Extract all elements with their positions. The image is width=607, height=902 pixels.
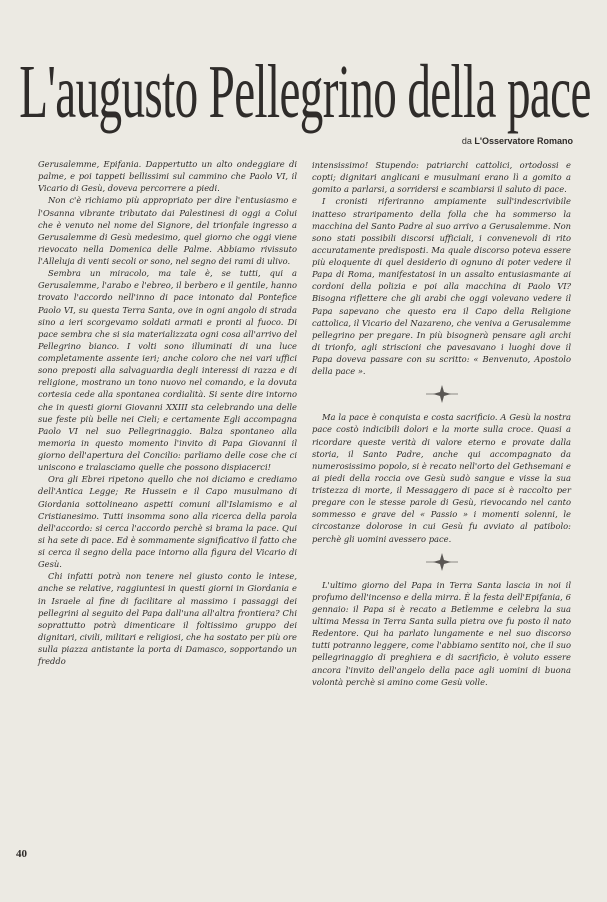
paragraph: intensissimo! Stupendo: patriarchi cattolici, ortodossi e copti; dignitari anglicani e musulmani erano lì a gomito a gomito a parlarsi, a sorridersi e scambiarsi il saluto di pace. xyxy=(312,160,571,195)
source-name: L'Osservatore Romano xyxy=(474,136,573,146)
paragraph: Non c'è richiamo più appropriato per dire l'entusiasmo e l'Osanna vibrante tributato dai Palestinesi di oggi a Colui che è venuto nel nome del Signore, del trionfale ingresso a Gerusalemme di Gesù medesimo, quel giorno che oggi viene rievocato nella Domenica delle Palme. Abbiamo rivissuto l'Alleluja di venti secoli or sono, nel segno dei rami di ulivo. xyxy=(38,195,297,266)
paragraph: I cronisti riferiranno ampiamente sull'indescrivibile inatteso straripamento della folla che ha sommerso la macchina del Santo Padre al suo arrivo a Gerusalemme. Non sono stati possibili discorsi ufficiali, i convenevoli di rito accuratamente predisposti. Ma quale discorso poteva essere più eloquente di quel desiderio di ognuno di poter vedere il Papa di Roma, manifestatosi in un assalto entusiasmante ai cordoni della polizia e poi alla macchina di Paolo VI? Bisogna riflettere che gli arabi che oggi volevano vedere il Papa sapevano che questo era il Capo della Religione cattolica, il Vicario del Nazareno, che veniva a Gerusalemme pellegrino per pregare. In più bisognerà pensare agli archi di trionfo, agli striscioni che pavesavano i luoghi dove il Papa doveva passare con su scritto: « Benvenuto, Apostolo della pace ». xyxy=(312,196,571,377)
source-prefix: da xyxy=(461,136,475,146)
article-title: L'augusto Pellegrino della pace xyxy=(19,50,591,134)
section-separator xyxy=(312,545,571,579)
left-column xyxy=(38,158,297,667)
page-number: 40 xyxy=(16,848,27,860)
paragraph: Ma la pace è conquista e costa sacrificio. A Gesù la nostra pace costò indicibili dolori e la morte sulla croce. Quasi a ricordare queste verità di valore eterno e provate dalla storia, il Santo Padre, anche qui accompagnato da numerosissimo popolo, si è recato nell'orto del Gethsemani e ai piedi della roccia ove Gesù sudò sangue e visse la sua tristezza di morte, il Messaggero di pace si è raccolto per pregare con le stesse parole di Gesù, rievocando nel canto sommesso e grave del « Passio » i momenti solenni, le circostanze dolorose in cui Gesù fu avviato al patibolo: perchè gli uomini avessero pace. xyxy=(312,412,571,544)
four-point-star-ornament-icon xyxy=(425,552,459,572)
right-column xyxy=(312,159,571,688)
section-separator xyxy=(312,377,571,411)
four-point-star-ornament-icon xyxy=(425,384,459,404)
paragraph: L'ultimo giorno del Papa in Terra Santa lascia in noi il profumo dell'incenso e della mirra. È la festa dell'Epifania, 6 gennaio: il Papa si è recato a Betlemme e celebra la sua ultima Messa in Terra Santa sulla pietra ove fu posto il nato Redentore. Qui ha parlato lungamente e nel suo discorso tutti potranno leggere, come l'abbiamo sentito noi, che il suo pellegrinaggio di preghiera e di sacrificio, è voluto essere ancora l'invito dell'angelo della pace agli uomini di buona volontà perchè si amino come Gesù volle. xyxy=(312,579,571,687)
paragraph: Sembra un miracolo, ma tale è, se tutti, qui a Gerusalemme, l'arabo e l'ebreo, il berbero e il gentile, hanno trovato l'accordo nell'inno di pace intonato dal Pontefice Paolo VI, su questa Terra Santa, ove in ogni angolo di strada sino a ieri scorgevamo soldati armati e pronti al fuoco. Di pace sembra che si sia materializzata ogni cosa all'arrivo del Pellegrino bianco. I volti sono illuminati di una luce completamente assente ieri; anche coloro che nei vari uffici sono preposti alla salvaguardia degli interessi di razza e di religione, mostrano un tono nuovo nel comando, e la dovuta cortesia cede alla spontanea cordialità. Si sente dire intorno che in questi giorni Giovanni XXIII sta celebrando una delle sue feste più belle nei Cieli; e certamente Egli accompagna Paolo VI nel suo Pellegrinaggio. Balza spontaneo alla memoria in questo momento l'invito di Papa Giovanni il giorno dell'apertura del Concilio: parliamo delle cose che ci uniscono e tralasciamo quelle che possono dispiacerci! xyxy=(38,268,297,473)
article-source xyxy=(462,136,573,146)
paragraph: Gerusalemme, Epifania. Dappertutto un alto ondeggiare di palme, e poi tappeti bellissimi sul cammino che Paolo VI, il Vicario di Gesù, doveva percorrere a piedi. xyxy=(38,159,297,194)
paragraph: Ora gli Ebrei ripetono quello che noi diciamo e crediamo dell'Antica Legge; Re Hussein e il Capo musulmano di Giordania sottolineano aspetti comuni all'Islamismo e al Cristianesimo. Tutti insomma sono alla ricerca della parola dell'accordo: si cerca l'accordo perchè si brama la pace. Qui si ha sete di pace. Ed è sommamente significativo il fatto che si cerca il segno della pace intorno alla figura del Vicario di Gesù. xyxy=(38,474,297,570)
paragraph: Chi infatti potrà non tenere nel giusto conto le intese, anche se relative, raggiuntesi in questi giorni in Giordania e in Israele al fine di facilitare al massimo i passaggi dei pellegrini al seguito del Papa dall'una all'altra frontiera? Chi soprattutto potrà dimenticare il foltissimo gruppo dei dignitari, civili, militari e religiosi, che ha sostato per più ore sulla piazza antistante la porta di Damasco, sopportando un freddo xyxy=(38,571,297,667)
